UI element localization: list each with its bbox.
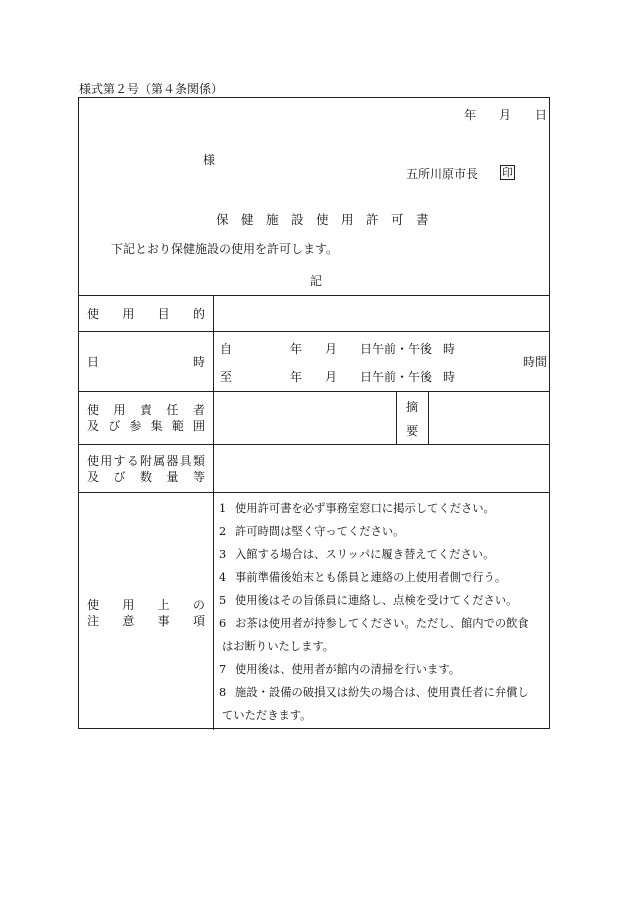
document-title: 保 健 施 設 使 用 許 可 書 <box>216 212 429 227</box>
to-prefix: 至 <box>220 370 233 384</box>
note-item-continuation: ていただきます。 <box>222 709 312 722</box>
purpose-field[interactable] <box>215 297 549 330</box>
form-number: 様式第２号（第４条関係） <box>79 82 224 96</box>
to-hour: 時 <box>443 370 456 384</box>
notes-label-line1: 使 用 上 の <box>87 598 205 612</box>
date-month-label: 月 <box>499 108 512 122</box>
note-item: 6 お茶は使用者が持参してください。ただし、館内での飲食 <box>219 617 529 630</box>
row-divider <box>79 331 549 332</box>
note-item-continuation: はお断りいたします。 <box>222 640 335 653</box>
remarks-label-line1: 摘 <box>406 400 419 414</box>
date-day-label: 日 <box>535 108 548 122</box>
equipment-label-line1: 使 用 す る 附 属 器 具 類 <box>87 454 205 468</box>
remarks-field[interactable] <box>430 393 549 443</box>
equipment-label-line2: 及 び 数 量 等 <box>87 470 205 484</box>
duration-label: 時間 <box>523 355 548 369</box>
to-day-ampm: 日午前・午後 <box>360 370 433 384</box>
issuer-name: 五所川原市長 <box>406 167 479 181</box>
manager-label-line1: 使 用 責 任 者 <box>87 403 205 417</box>
permit-form <box>78 97 550 729</box>
datetime-label: 日 時 <box>87 355 205 369</box>
official-seal: 印 <box>502 166 513 179</box>
equipment-field[interactable] <box>215 446 549 491</box>
row-divider <box>79 492 549 493</box>
from-prefix: 自 <box>220 342 233 356</box>
note-item: 5 使用後はその旨係員に連絡し、点検を受けてください。 <box>219 594 518 607</box>
remarks-label-line2: 要 <box>406 424 419 438</box>
purpose-label: 使 用 目 的 <box>87 307 205 321</box>
label-column-divider <box>213 295 214 730</box>
date-year-label: 年 <box>464 108 477 122</box>
to-year: 年 <box>290 370 303 384</box>
to-month: 月 <box>325 370 338 384</box>
note-item: 4 事前準備後始末とも係員と連絡の上使用者側で行う。 <box>219 571 507 584</box>
note-item: 1 使用許可書を必ず事務室窓口に掲示してください。 <box>219 502 495 515</box>
note-item: 2 許可時間は堅く守ってください。 <box>219 525 405 538</box>
addressee-suffix: 様 <box>203 153 216 167</box>
row-divider <box>79 444 549 445</box>
intro-text: 下記とおり保健施設の使用を許可します。 <box>111 242 339 256</box>
from-hour: 時 <box>443 342 456 356</box>
manager-label-line2: 及 び 参 集 範 囲 <box>87 419 205 433</box>
note-item: 7 使用後は、使用者が館内の清掃を行います。 <box>219 663 461 676</box>
from-year: 年 <box>290 342 303 356</box>
note-item: 3 入館する場合は、スリッパに履き替えてください。 <box>219 548 495 561</box>
row-divider <box>79 391 549 392</box>
note-item: 8 施設・設備の破損又は紛失の場合は、使用責任者に弁償し <box>219 686 529 699</box>
ki-label: 記 <box>310 274 323 288</box>
manager-field[interactable] <box>215 393 395 443</box>
notes-label-line2: 注 意 事 項 <box>87 614 205 628</box>
remarks-divider <box>396 391 397 444</box>
from-month: 月 <box>325 342 338 356</box>
remarks-divider <box>428 391 429 444</box>
from-day-ampm: 日午前・午後 <box>360 342 433 356</box>
row-divider <box>79 295 549 296</box>
